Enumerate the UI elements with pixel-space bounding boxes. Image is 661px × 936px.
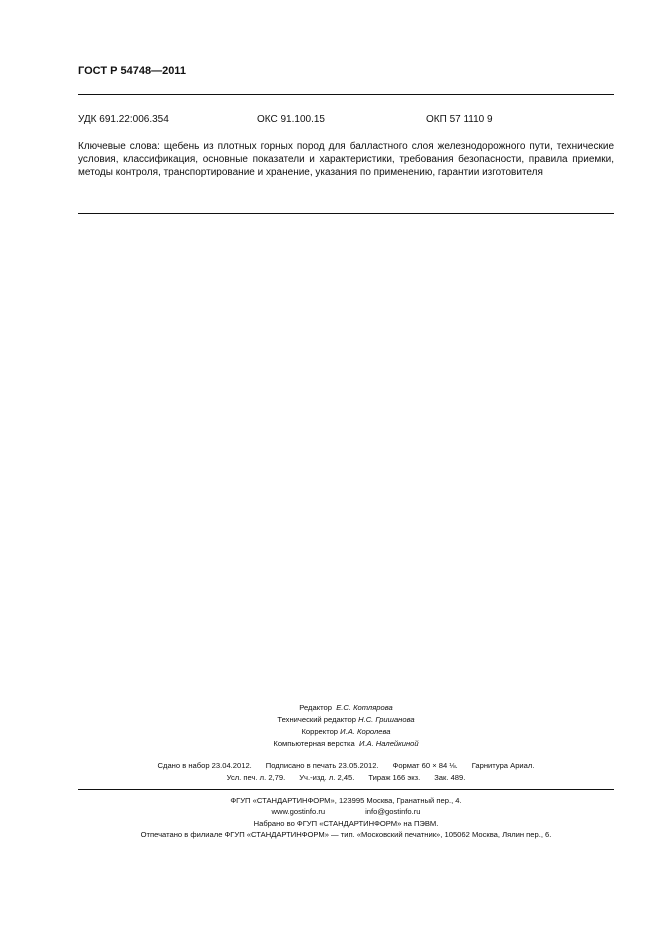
email-link[interactable]: info@gostinfo.ru bbox=[365, 807, 421, 817]
credit-tech-editor: Технический редактор Н.С. Гришанова bbox=[277, 715, 415, 724]
divider bbox=[78, 94, 614, 95]
okp-code: ОКП 57 1110 9 bbox=[426, 114, 493, 125]
printed-info: Отпечатано в филиале ФГУП «СТАНДАРТИНФОРМ» — тип. «Московский печатник», 105062 Москва, Лялин пер., 6. bbox=[140, 829, 552, 839]
divider bbox=[78, 789, 614, 790]
credit-editor: Редактор Е.С. Котлярова bbox=[299, 703, 393, 712]
imprint bbox=[78, 760, 614, 784]
website-link[interactable]: www.gostinfo.ru bbox=[271, 807, 326, 817]
udk-code: УДК 691.22:006.354 bbox=[78, 114, 169, 125]
credit-corrector: Корректор И.А. Королева bbox=[301, 727, 391, 736]
document-title: ГОСТ Р 54748—2011 bbox=[78, 65, 186, 77]
publisher-info bbox=[78, 795, 614, 840]
credits bbox=[78, 702, 614, 750]
publisher-address: ФГУП «СТАНДАРТИНФОРМ», 123995 Москва, Гранатный пер., 4. bbox=[230, 796, 462, 805]
oks-code: ОКС 91.100.15 bbox=[257, 114, 325, 125]
credit-layout: Компьютерная верстка И.А. Налейкиной bbox=[273, 739, 419, 748]
publisher-contacts bbox=[78, 806, 614, 817]
imprint-line-1: Сдано в набор 23.04.2012. Подписано в печать 23.05.2012. Формат 60 × 84 ⅛. Гарнитура Ариал. bbox=[157, 761, 535, 770]
keywords: Ключевые слова: щебень из плотных горных пород для балластного слоя железнодорожного пути, технические условия, классификация, основные показатели и характеристики, требования безопасности, правила приемки, методы контроля, транспортирование и хранение, указания по применению, гарантии изготовителя bbox=[78, 141, 614, 178]
typeset-info: Набрано во ФГУП «СТАНДАРТИНФОРМ» на ПЭВМ. bbox=[253, 818, 439, 828]
imprint-line-2: Усл. печ. л. 2,79. Уч.-изд. л. 2,45. Тираж 166 экз. Зак. 489. bbox=[226, 773, 466, 782]
divider bbox=[78, 213, 614, 214]
